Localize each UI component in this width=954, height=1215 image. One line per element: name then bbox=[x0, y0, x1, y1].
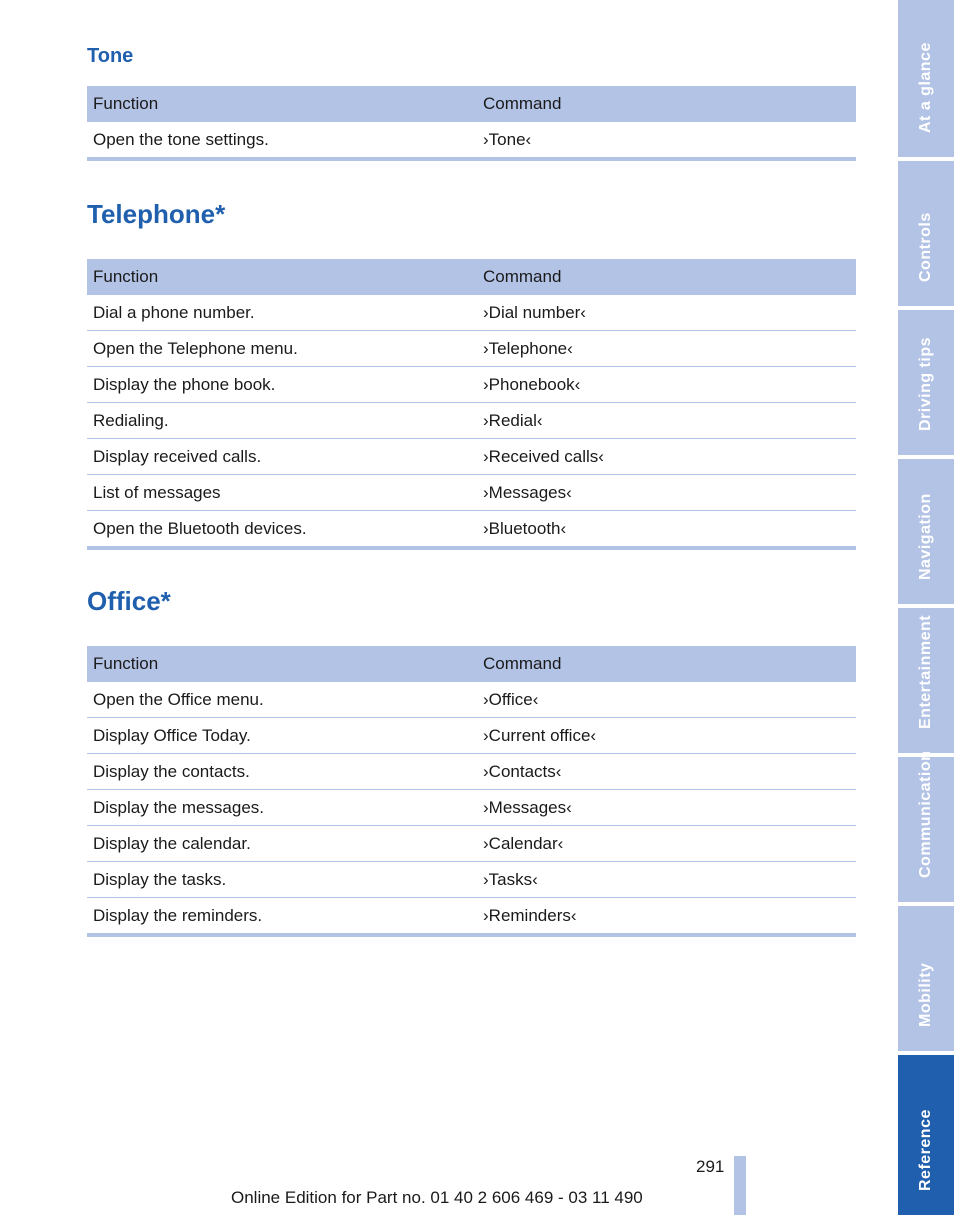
function-cell: Display received calls. bbox=[87, 439, 477, 475]
table-row bbox=[87, 295, 856, 331]
page-number-marker bbox=[734, 1156, 746, 1215]
tab-label: Entertainment bbox=[917, 614, 934, 729]
page-number: 291 bbox=[696, 1157, 725, 1176]
table-row bbox=[87, 898, 856, 936]
telephone-table bbox=[87, 259, 856, 550]
tab-controls[interactable] bbox=[898, 161, 954, 306]
tab-communication[interactable] bbox=[898, 750, 954, 902]
tab-driving-tips[interactable] bbox=[898, 310, 954, 455]
command-cell: ›Tasks‹ bbox=[477, 862, 856, 898]
table-header-row bbox=[87, 646, 856, 682]
function-cell: Display the reminders. bbox=[87, 898, 477, 936]
function-cell: Display the contacts. bbox=[87, 754, 477, 790]
table-row bbox=[87, 439, 856, 475]
tab-label: Mobility bbox=[917, 962, 934, 1027]
function-cell: Display the calendar. bbox=[87, 826, 477, 862]
tab-label: Reference bbox=[917, 1109, 934, 1191]
tab-reference[interactable] bbox=[898, 1055, 954, 1215]
command-column-header: Command bbox=[477, 259, 856, 295]
office-heading: Office* bbox=[87, 586, 171, 616]
command-cell: ›Bluetooth‹ bbox=[477, 511, 856, 549]
function-column-header: Function bbox=[87, 86, 477, 122]
telephone-heading: Telephone* bbox=[87, 199, 226, 229]
function-cell: Open the Telephone menu. bbox=[87, 331, 477, 367]
function-cell: Display the tasks. bbox=[87, 862, 477, 898]
tone-table bbox=[87, 86, 856, 161]
tab-label: At a glance bbox=[917, 42, 934, 133]
table-row bbox=[87, 331, 856, 367]
command-cell: ›Dial number‹ bbox=[477, 295, 856, 331]
command-column-header: Command bbox=[477, 646, 856, 682]
chapter-tabs bbox=[898, 0, 954, 1215]
command-cell: ›Phonebook‹ bbox=[477, 367, 856, 403]
tab-label: Controls bbox=[917, 212, 934, 282]
tab-entertainment[interactable] bbox=[898, 608, 954, 753]
function-cell: Open the Office menu. bbox=[87, 682, 477, 718]
table-row bbox=[87, 367, 856, 403]
command-cell: ›Reminders‹ bbox=[477, 898, 856, 936]
function-column-header: Function bbox=[87, 259, 477, 295]
command-cell: ›Contacts‹ bbox=[477, 754, 856, 790]
command-cell: ›Redial‹ bbox=[477, 403, 856, 439]
function-cell: Display the phone book. bbox=[87, 367, 477, 403]
table-row bbox=[87, 862, 856, 898]
function-cell: List of messages bbox=[87, 475, 477, 511]
office-table bbox=[87, 646, 856, 937]
command-column-header: Command bbox=[477, 86, 856, 122]
command-cell: ›Current office‹ bbox=[477, 718, 856, 754]
command-cell: ›Messages‹ bbox=[477, 790, 856, 826]
function-cell: Redialing. bbox=[87, 403, 477, 439]
table-row bbox=[87, 122, 856, 159]
tab-label: Driving tips bbox=[917, 336, 934, 431]
table-row bbox=[87, 718, 856, 754]
table-row bbox=[87, 826, 856, 862]
tab-mobility[interactable] bbox=[898, 906, 954, 1051]
table-header-row bbox=[87, 259, 856, 295]
command-cell: ›Office‹ bbox=[477, 682, 856, 718]
function-cell: Display Office Today. bbox=[87, 718, 477, 754]
table-row bbox=[87, 403, 856, 439]
function-cell: Dial a phone number. bbox=[87, 295, 477, 331]
function-cell: Open the tone settings. bbox=[87, 122, 477, 159]
tone-heading: Tone bbox=[87, 45, 134, 67]
table-row bbox=[87, 511, 856, 549]
tab-navigation[interactable] bbox=[898, 459, 954, 604]
table-row bbox=[87, 754, 856, 790]
command-cell: ›Telephone‹ bbox=[477, 331, 856, 367]
tab-at-a-glance[interactable] bbox=[898, 0, 954, 157]
tab-label: Communication bbox=[917, 750, 934, 878]
command-cell: ›Received calls‹ bbox=[477, 439, 856, 475]
table-row bbox=[87, 475, 856, 511]
table-row bbox=[87, 682, 856, 718]
footer-edition: Online Edition for Part no. 01 40 2 606 469 - 03 11 490 bbox=[231, 1188, 643, 1207]
command-cell: ›Tone‹ bbox=[477, 122, 856, 159]
table-header-row bbox=[87, 86, 856, 122]
command-cell: ›Calendar‹ bbox=[477, 826, 856, 862]
command-cell: ›Messages‹ bbox=[477, 475, 856, 511]
function-cell: Display the messages. bbox=[87, 790, 477, 826]
table-row bbox=[87, 790, 856, 826]
function-column-header: Function bbox=[87, 646, 477, 682]
function-cell: Open the Bluetooth devices. bbox=[87, 511, 477, 549]
tab-label: Navigation bbox=[917, 493, 934, 580]
